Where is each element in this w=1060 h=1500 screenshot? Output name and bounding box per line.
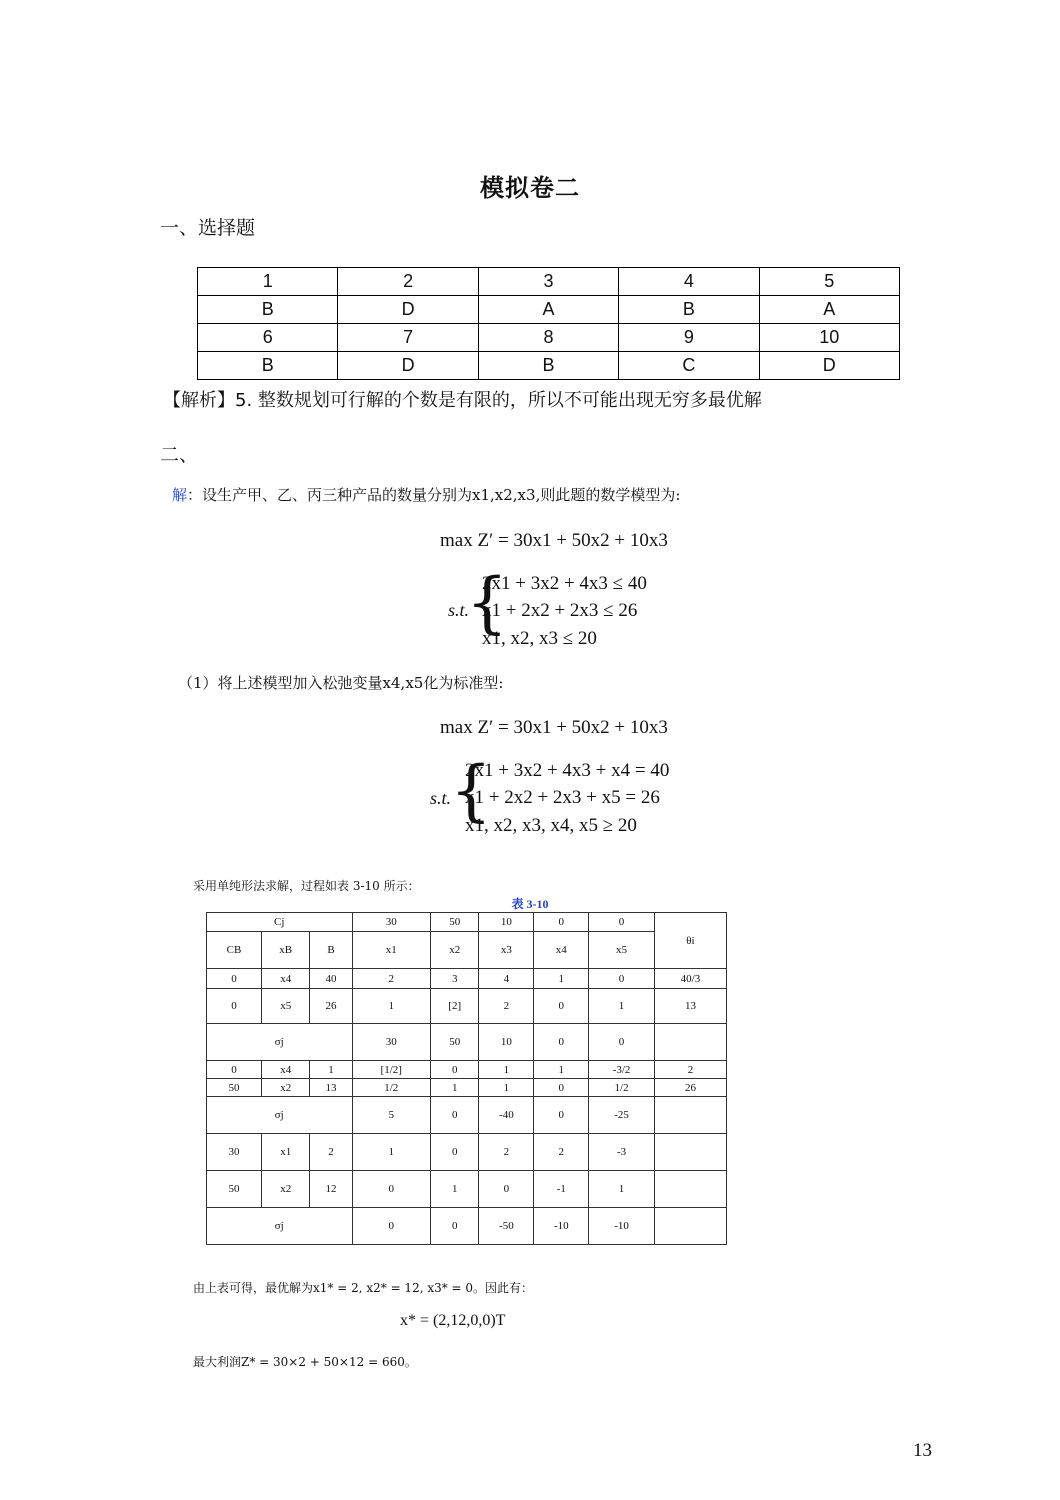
question-number: 1 bbox=[198, 268, 338, 296]
theta-header: θi bbox=[654, 913, 726, 969]
table-cell: 2 bbox=[310, 1134, 352, 1171]
table-cell bbox=[654, 1134, 726, 1171]
table-cell: -1 bbox=[534, 1171, 589, 1208]
header-cell: x2 bbox=[430, 932, 478, 969]
answer-row bbox=[198, 296, 900, 324]
optimal-vector: x* = (2,12,0,0)T bbox=[400, 1312, 506, 1329]
sigma-cell: 0 bbox=[430, 1097, 478, 1134]
answer-cell: A bbox=[478, 296, 618, 324]
table-row bbox=[207, 1079, 727, 1097]
header-cell: B bbox=[310, 932, 352, 969]
question-number: 10 bbox=[759, 324, 899, 352]
constraint: 2x1 + 3x2 + 4x3 + x4 = 40 bbox=[465, 760, 670, 781]
table-row bbox=[207, 969, 727, 989]
answer-cell: D bbox=[759, 352, 899, 380]
sigma-label: σj bbox=[207, 1208, 353, 1245]
sigma-cell: -50 bbox=[479, 1208, 534, 1245]
question-number: 5 bbox=[759, 268, 899, 296]
objective-function-standard: max Z′ = 30x1 + 50x2 + 10x3 bbox=[440, 717, 668, 738]
sigma-cell: 50 bbox=[430, 1024, 478, 1061]
table-cell: 1 bbox=[430, 1079, 478, 1097]
question-number: 9 bbox=[619, 324, 759, 352]
cj-row bbox=[207, 913, 727, 932]
table-cell: 3 bbox=[430, 969, 478, 989]
table-cell: x4 bbox=[261, 969, 310, 989]
sigma-label: σj bbox=[207, 1097, 353, 1134]
question-number: 3 bbox=[478, 268, 618, 296]
sigma-cell: 0 bbox=[589, 1024, 655, 1061]
conclusion-text: 由上表可得，最优解为x1* = 2, x2* = 12, x3* = 0。因此有： bbox=[193, 1281, 534, 1295]
table-cell: -3/2 bbox=[589, 1061, 655, 1079]
sigma-row bbox=[207, 1208, 727, 1245]
header-cell: x1 bbox=[352, 932, 430, 969]
analysis-text: 【解析】5. 整数规划可行解的个数是有限的，所以不可能出现无穷多最优解 bbox=[163, 390, 762, 411]
page-title: 模拟卷二 bbox=[480, 174, 580, 202]
constraint: x1 + 2x2 + 2x3 ≤ 26 bbox=[482, 600, 638, 621]
answer-cell: B bbox=[478, 352, 618, 380]
table-cell: 0 bbox=[430, 1061, 478, 1079]
header-cell: xB bbox=[261, 932, 310, 969]
st-label: s.t. bbox=[430, 788, 452, 808]
cj-cell: 50 bbox=[430, 913, 478, 932]
cj-cell: 30 bbox=[352, 913, 430, 932]
table-cell: [1/2] bbox=[352, 1061, 430, 1079]
table-cell: 1 bbox=[589, 1171, 655, 1208]
table-cell: 2 bbox=[654, 1061, 726, 1079]
answer-table bbox=[197, 267, 900, 380]
sigma-cell: 0 bbox=[534, 1097, 589, 1134]
max-profit-text: 最大利润Z* = 30×2 + 50×12 = 660。 bbox=[193, 1355, 417, 1369]
table-cell: 0 bbox=[207, 989, 262, 1024]
sigma-cell bbox=[654, 1208, 726, 1245]
table-cell: 0 bbox=[352, 1171, 430, 1208]
answer-row bbox=[198, 352, 900, 380]
table-cell: -3 bbox=[589, 1134, 655, 1171]
header-cell: CB bbox=[207, 932, 262, 969]
table-cell: 1 bbox=[352, 989, 430, 1024]
table-caption: 表 3-10 bbox=[511, 897, 549, 911]
solution-intro-text: ：设生产甲、乙、丙三种产品的数量分别为x1,x2,x3,则此题的数学模型为: bbox=[187, 486, 681, 504]
table-cell: 1 bbox=[534, 969, 589, 989]
question-number: 7 bbox=[338, 324, 478, 352]
question-number: 2 bbox=[338, 268, 478, 296]
answer-cell: B bbox=[198, 296, 338, 324]
page-number: 13 bbox=[913, 1440, 932, 1461]
solution-lead: 解 bbox=[172, 486, 188, 504]
table-cell: 0 bbox=[534, 1079, 589, 1097]
table-cell: 26 bbox=[310, 989, 352, 1024]
answer-cell: B bbox=[619, 296, 759, 324]
table-cell: x1 bbox=[261, 1134, 310, 1171]
constraint: 2x1 + 3x2 + 4x3 ≤ 40 bbox=[482, 573, 647, 594]
sigma-cell: 0 bbox=[352, 1208, 430, 1245]
table-row bbox=[207, 1061, 727, 1079]
table-cell: 0 bbox=[479, 1171, 534, 1208]
question-number: 8 bbox=[478, 324, 618, 352]
sigma-cell: 30 bbox=[352, 1024, 430, 1061]
table-cell: 0 bbox=[430, 1134, 478, 1171]
sigma-cell: -10 bbox=[589, 1208, 655, 1245]
answer-row bbox=[198, 324, 900, 352]
constraint: x1, x2, x3, x4, x5 ≥ 20 bbox=[465, 815, 637, 836]
sigma-cell bbox=[654, 1024, 726, 1061]
table-cell: 13 bbox=[310, 1079, 352, 1097]
table-cell: 50 bbox=[207, 1079, 262, 1097]
solution-intro bbox=[172, 484, 680, 505]
sigma-row bbox=[207, 1097, 727, 1134]
table-cell: 1 bbox=[534, 1061, 589, 1079]
table-cell bbox=[654, 1171, 726, 1208]
answer-cell: C bbox=[619, 352, 759, 380]
table-cell: [2] bbox=[430, 989, 478, 1024]
header-cell: x4 bbox=[534, 932, 589, 969]
table-row bbox=[207, 989, 727, 1024]
constraint: x1, x2, x3 ≤ 20 bbox=[482, 628, 597, 649]
question-number: 4 bbox=[619, 268, 759, 296]
table-cell: 12 bbox=[310, 1171, 352, 1208]
sigma-cell: 0 bbox=[534, 1024, 589, 1061]
table-cell: x2 bbox=[261, 1171, 310, 1208]
table-row bbox=[207, 1134, 727, 1171]
table-cell: 2 bbox=[479, 1134, 534, 1171]
table-cell: 1 bbox=[310, 1061, 352, 1079]
table-cell: 1 bbox=[589, 989, 655, 1024]
question-number: 6 bbox=[198, 324, 338, 352]
sigma-cell: -40 bbox=[479, 1097, 534, 1134]
answer-cell: D bbox=[338, 352, 478, 380]
table-cell: 40/3 bbox=[654, 969, 726, 989]
header-cell: x3 bbox=[479, 932, 534, 969]
table-cell: 4 bbox=[479, 969, 534, 989]
sigma-label: σj bbox=[207, 1024, 353, 1061]
table-row bbox=[207, 1171, 727, 1208]
constraint: x1 + 2x2 + 2x3 + x5 = 26 bbox=[465, 787, 660, 808]
table-cell: x4 bbox=[261, 1061, 310, 1079]
simplex-intro: 采用单纯形法求解，过程如表 3-10 所示： bbox=[193, 879, 420, 893]
table-cell: 1/2 bbox=[352, 1079, 430, 1097]
sigma-row bbox=[207, 1024, 727, 1061]
table-cell: 2 bbox=[479, 989, 534, 1024]
table-cell: 2 bbox=[534, 1134, 589, 1171]
st-label: s.t. bbox=[448, 600, 470, 620]
header-row bbox=[207, 932, 727, 969]
header-cell: x5 bbox=[589, 932, 655, 969]
table-cell: 30 bbox=[207, 1134, 262, 1171]
sigma-cell: -10 bbox=[534, 1208, 589, 1245]
table-cell: 40 bbox=[310, 969, 352, 989]
sigma-cell: 5 bbox=[352, 1097, 430, 1134]
cj-cell: 0 bbox=[534, 913, 589, 932]
sigma-cell bbox=[654, 1097, 726, 1134]
table-cell: 1 bbox=[352, 1134, 430, 1171]
answer-cell: A bbox=[759, 296, 899, 324]
table-cell: 1 bbox=[430, 1171, 478, 1208]
cj-cell: 10 bbox=[479, 913, 534, 932]
section-heading-two: 二、 bbox=[160, 444, 199, 466]
sigma-cell: 10 bbox=[479, 1024, 534, 1061]
table-cell: 2 bbox=[352, 969, 430, 989]
cj-cell: 0 bbox=[589, 913, 655, 932]
table-cell: 1/2 bbox=[589, 1079, 655, 1097]
table-cell: 1 bbox=[479, 1061, 534, 1079]
simplex-table bbox=[206, 912, 727, 1245]
table-cell: 0 bbox=[207, 1061, 262, 1079]
answer-row bbox=[198, 268, 900, 296]
table-cell: 0 bbox=[534, 989, 589, 1024]
table-cell: x2 bbox=[261, 1079, 310, 1097]
table-cell: 0 bbox=[207, 969, 262, 989]
table-cell: 13 bbox=[654, 989, 726, 1024]
brace-symbol: { bbox=[466, 564, 508, 641]
table-cell: 1 bbox=[479, 1079, 534, 1097]
cj-label: Cj bbox=[207, 913, 353, 932]
sigma-cell: -25 bbox=[589, 1097, 655, 1134]
section-heading-choice: 一、选择题 bbox=[160, 217, 256, 239]
answer-cell: D bbox=[338, 296, 478, 324]
table-cell: x5 bbox=[261, 989, 310, 1024]
answer-cell: B bbox=[198, 352, 338, 380]
table-cell: 0 bbox=[589, 969, 655, 989]
table-cell: 26 bbox=[654, 1079, 726, 1097]
objective-function: max Z′ = 30x1 + 50x2 + 10x3 bbox=[440, 530, 668, 551]
table-cell: 50 bbox=[207, 1171, 262, 1208]
sigma-cell: 0 bbox=[430, 1208, 478, 1245]
step-one-text: （1）将上述模型加入松弛变量x4,x5化为标准型: bbox=[178, 674, 504, 692]
brace-symbol: { bbox=[450, 752, 492, 829]
